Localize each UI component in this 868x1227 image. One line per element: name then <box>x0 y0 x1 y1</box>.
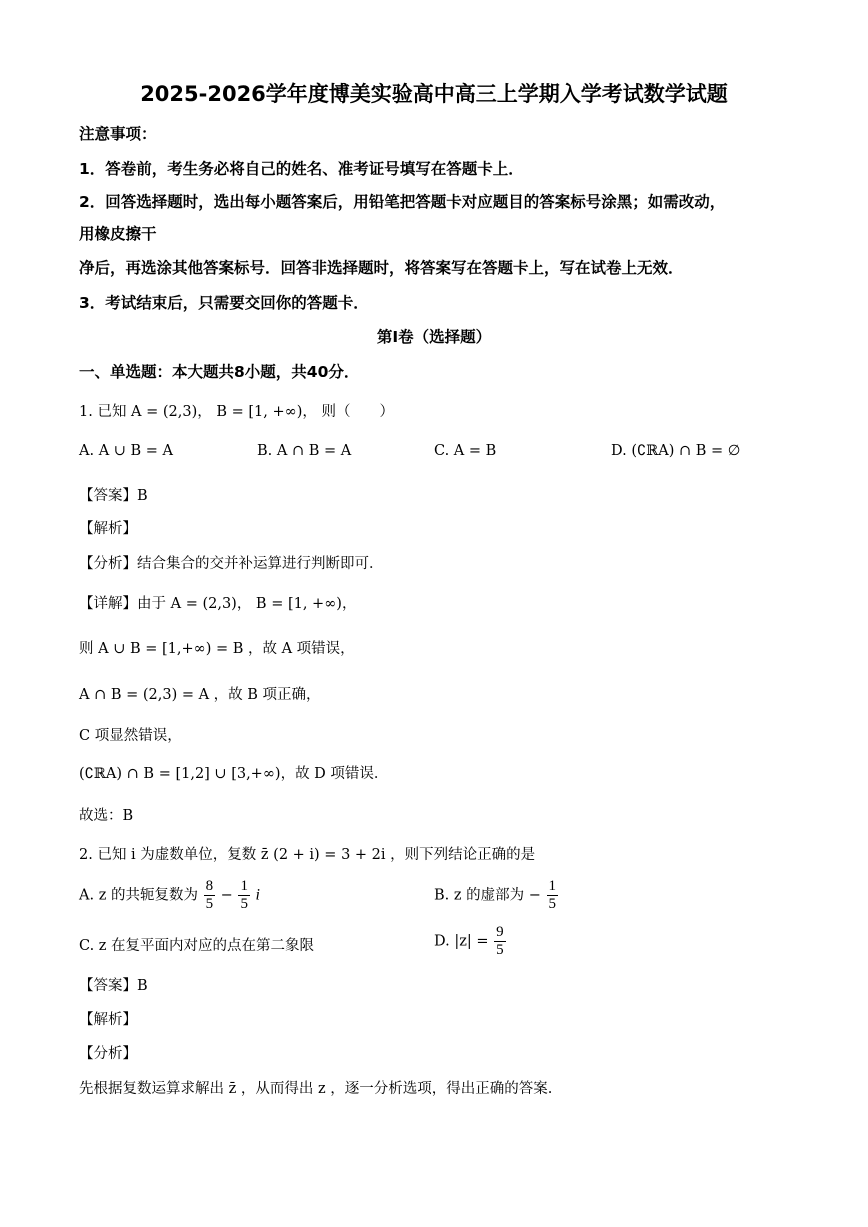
q2-option-a-frac1 <box>204 878 216 913</box>
q1-step-1: 则 A ∪ B = [1,+∞) = B ，故 A 项错误， <box>79 641 355 657</box>
minus-sign: − <box>220 887 233 904</box>
q2-analysis-label: 【解析】 <box>79 1012 137 1028</box>
frac-denominator: 5 <box>548 896 556 912</box>
q2-option-b-prefix: B. z 的虚部为 − <box>434 887 541 904</box>
q1-step-3: C 项显然错误， <box>79 728 182 744</box>
q2-option-a-prefix: A. z 的共轭复数为 <box>79 887 198 904</box>
q2-option-a-frac2 <box>238 878 250 913</box>
part-heading: 第I卷（选择题） <box>376 328 492 346</box>
q2-option-d-frac <box>494 924 506 959</box>
q2-option-c: C. z 在复平面内对应的点在第二象限 <box>79 938 315 954</box>
q1-option-c: C. A = B <box>434 443 497 459</box>
frac-numerator: 9 <box>496 924 504 940</box>
q1-option-b: B. A ∩ B = A <box>257 443 352 459</box>
q1-answer: 【答案】B <box>79 488 148 504</box>
q2-answer: 【答案】B <box>79 978 148 994</box>
notice-item-2-cont2: 净后，再选涂其他答案标号．回答非选择题时，将答案写在答题卡上，写在试卷上无效． <box>79 259 684 277</box>
section-heading: 一、单选题：本大题共8小题，共40分． <box>79 363 360 381</box>
q2-stem: 2. 已知 i 为虚数单位，复数 z̄ (2 + i) = 3 + 2i ，则下列结论正确的是 <box>79 847 536 863</box>
notice-item-3: 3．考试结束后，只需要交回你的答题卡． <box>79 294 369 312</box>
q2-option-a <box>79 878 260 913</box>
exam-title: 2025-2026学年度博美实验高中高三上学期入学考试数学试题 <box>140 82 728 106</box>
q2-fenxi-label: 【分析】 <box>79 1046 137 1062</box>
imaginary-unit: i <box>255 886 260 904</box>
frac-denominator: 5 <box>240 896 248 912</box>
notice-heading: 注意事项： <box>79 125 157 143</box>
q2-option-b-frac <box>547 878 559 913</box>
notice-item-2-cont: 用橡皮擦干 <box>79 225 157 243</box>
q1-step-2: A ∩ B = (2,3) = A ，故 B 项正确， <box>79 687 321 703</box>
q1-choose: 故选：B <box>79 808 134 824</box>
frac-numerator: 1 <box>548 878 556 894</box>
q1-stem: 1. 已知 A = (2,3)， B = [1, +∞)， 则（ ） <box>79 404 394 420</box>
q1-option-d: D. (∁ℝA) ∩ B = ∅ <box>611 443 741 459</box>
q2-option-b <box>434 878 559 913</box>
frac-denominator: 5 <box>205 896 214 912</box>
q1-detail: 【详解】由于 A = (2,3)， B = [1, +∞)， <box>79 596 357 612</box>
frac-numerator: 1 <box>240 878 248 894</box>
frac-numerator: 8 <box>205 878 214 894</box>
frac-denominator: 5 <box>496 942 504 958</box>
q1-step-4: (∁ℝA) ∩ B = [1,2] ∪ [3,+∞)，故 D 项错误． <box>79 766 389 782</box>
q1-fenxi: 【分析】结合集合的交并补运算进行判断即可． <box>79 556 384 572</box>
q1-option-a: A. A ∪ B = A <box>79 443 174 459</box>
q2-fenxi-text: 先根据复数运算求解出 z̄ ，从而得出 z ，逐一分析选项，得出正确的答案. <box>79 1081 553 1097</box>
q1-analysis-label: 【解析】 <box>79 521 137 537</box>
notice-item-1: 1．答卷前，考生务必将自己的姓名、准考证号填写在答题卡上． <box>79 160 524 178</box>
notice-item-2: 2．回答选择题时，选出每小题答案后，用铅笔把答题卡对应题目的答案标号涂黑；如需改动， <box>79 193 726 211</box>
q2-option-d-prefix: D. |z| = <box>434 933 489 950</box>
q2-option-d <box>434 924 507 959</box>
